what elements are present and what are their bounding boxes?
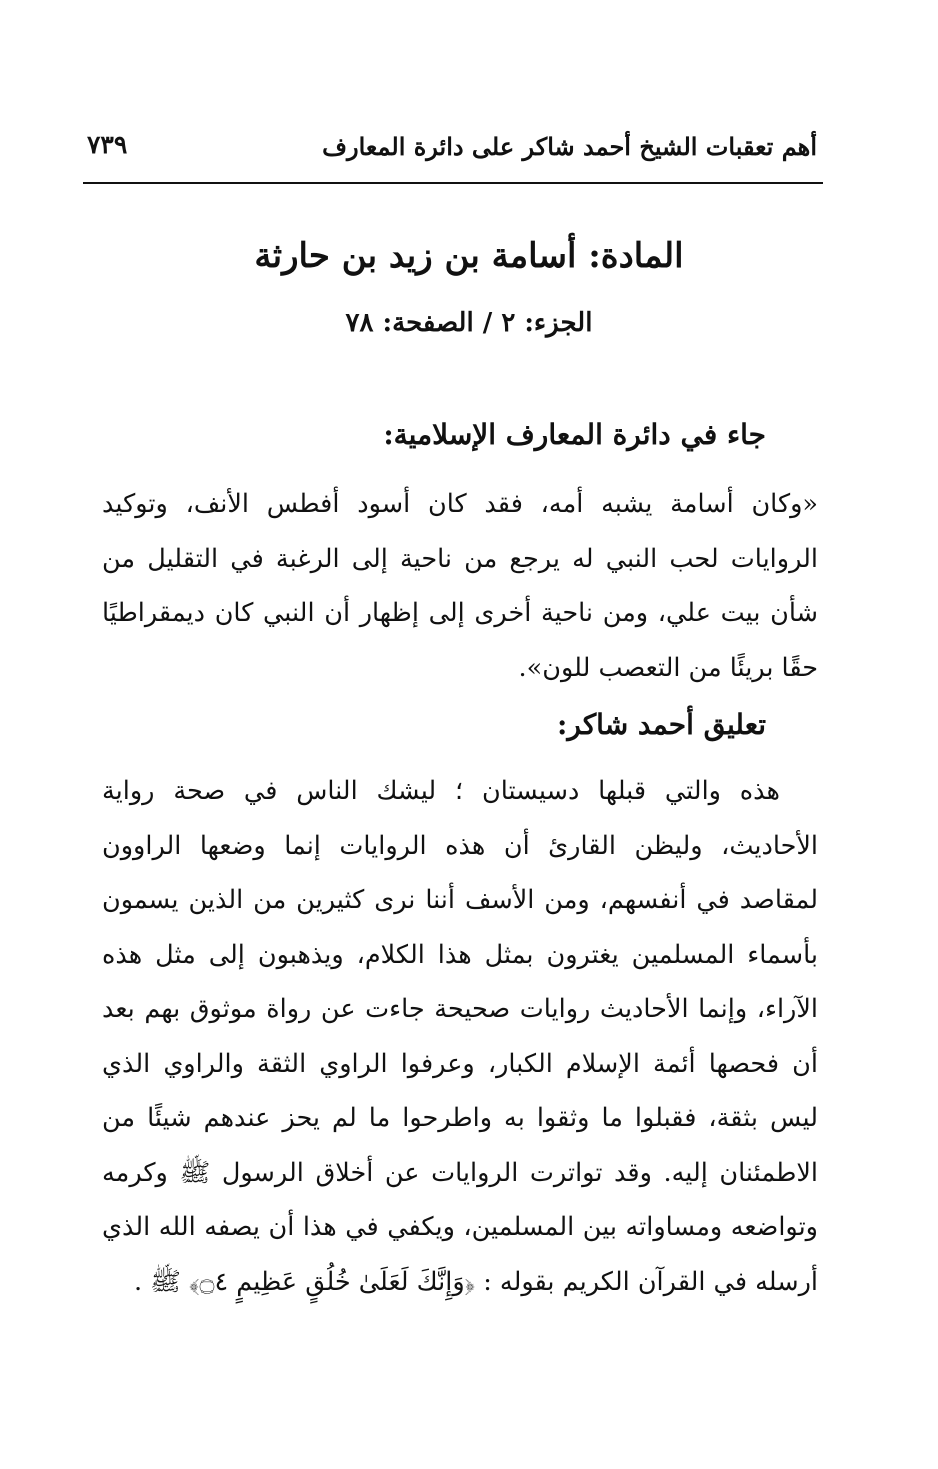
running-title: أهم تعقبات الشيخ أحمد شاكر على دائرة المعارف bbox=[322, 132, 817, 161]
running-header bbox=[83, 118, 823, 184]
shakir-comment-text: هذه والتي قبلها دسيستان ؛ ليشك الناس في صحة رواية الأحاديث، وليظن القارئ أن هذه الروايات إنما وضعها الراوون لمقاصد في أنفسهم، ومن الأسف أننا نرى كثيرين من الذين يسمون بأسماء المسلمين يغترون بمثل هذا الكلام، ويذهبون إلى مثل هذه الآراء، وإنما الأحاديث روايات صحيحة جاءت عن رواة موثوق بهم بعد أن فحصها أئمة الإسلام الكبار، وعرفوا الراوي الثقة والراوي الذي ليس بثقة، فقبلوا ما وثقوا به واطرحوا ما لم يحز عندهم شيئًا من الاطمئنان إليه. وقد تواترت الروايات عن أخلاق الرسول ﷺ وكرمه وتواضعه ومساواته بين المسلمين، ويكفي في هذا أن يصفه الله الذي أرسله في القرآن الكريم بقوله : ﴿وَإِنَّكَ لَعَلَىٰ خُلُقٍ عَظِيمٍ ۝٤﴾ ﷺ . bbox=[102, 776, 818, 1297]
page-number: ٧٣٩ bbox=[87, 130, 128, 159]
entry-reference: الجزء: ٢ / الصفحة: ٧٨ bbox=[345, 308, 593, 338]
entry-title: المادة: أسامة بن زيد بن حارثة bbox=[254, 236, 684, 276]
shakir-comment-heading: تعليق أحمد شاكر: bbox=[557, 708, 766, 741]
encyclopedia-quote-text: «وكان أسامة يشبه أمه، فقد كان أسود أفطس الأنف، وتوكيد الروايات لحب النبي له يرجع من ناحية إلى الرغبة في التقليل من شأن بيت علي، ومن ناحية أخرى إلى إظهار أن النبي كان ديمقراطيًا حقًا بريئًا من التعصب للون». bbox=[102, 489, 818, 683]
encyclopedia-quote-heading: جاء في دائرة المعارف الإسلامية: bbox=[383, 418, 766, 451]
